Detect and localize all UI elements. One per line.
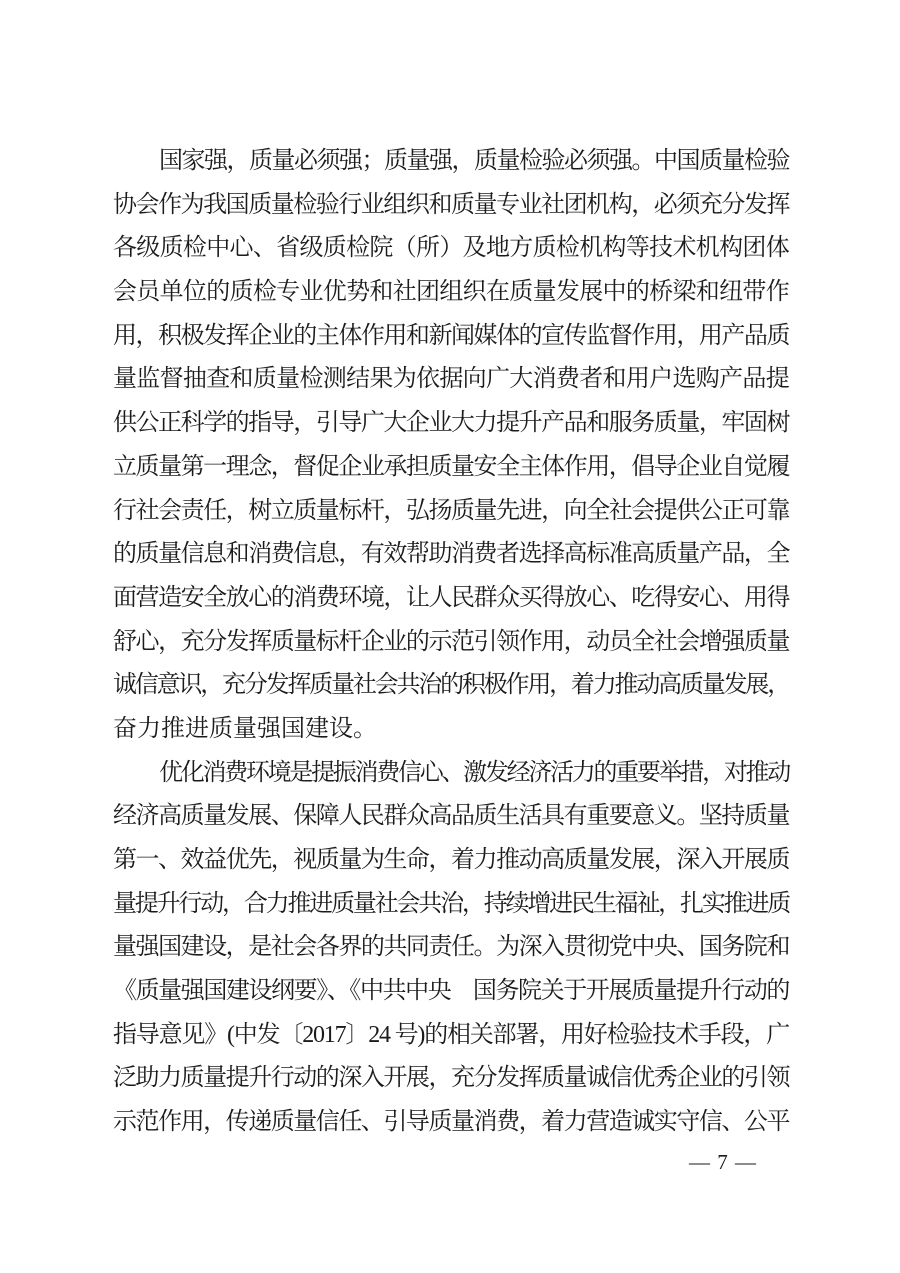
text-line: 会员单位的质检专业优势和社团组织在质量发展中的桥梁和纽带作 <box>113 279 789 306</box>
text-line: 量强国建设，是社会各界的共同责任。为深入贯彻党中央、国务院和 <box>113 934 789 961</box>
text-line: 《质量强国建设纲要》、《中共中央 国务院关于开展质量提升行动的 <box>113 978 789 1005</box>
text-line: 经济高质量发展、保障人民群众高品质生活具有重要意义。坚持质量 <box>113 803 789 830</box>
text-line: 第一、效益优先，视质量为生命，着力推动高质量发展，深入开展质 <box>113 847 789 873</box>
text-line: 泛助力质量提升行动的深入开展，充分发挥质量诚信优秀企业的引领 <box>113 1065 789 1092</box>
text-line: 供公正科学的指导，引导广大企业大力提升产品和服务质量，牢固树 <box>113 410 789 437</box>
text-line: 指导意见》(中发〔2017〕24 号)的相关部署，用好检验技术手段，广 <box>113 1021 789 1048</box>
text-line: 奋力推进质量强国建设。 <box>113 715 377 742</box>
text-line: 示范作用，传递质量信任、引导质量消费，着力营造诚实守信、公平 <box>113 1109 789 1136</box>
text-line: 优化消费环境是提振消费信心、激发经济活力的重要举措，对推动 <box>159 759 789 786</box>
page-number: — 7 — <box>689 1150 757 1174</box>
text-line: 国家强，质量必须强；质量强，质量检验必须强。中国质量检验 <box>159 148 789 174</box>
text-line: 诚信意识，充分发挥质量社会共治的积极作用，着力推动高质量发展， <box>113 672 789 699</box>
text-line: 立质量第一理念，督促企业承担质量安全主体作用，倡导企业自觉履 <box>113 453 789 480</box>
text-line: 各级质检中心、省级质检院（所）及地方质检机构等技术机构团体 <box>113 235 789 262</box>
text-line: 协会作为我国质量检验行业组织和质量专业社团机构，必须充分发挥 <box>113 191 789 218</box>
text-line: 面营造安全放心的消费环境，让人民群众买得放心、吃得安心、用得 <box>113 584 789 611</box>
body-text <box>113 140 789 1145</box>
text-line: 的质量信息和消费信息，有效帮助消费者选择高标准高质量产品，全 <box>113 541 789 568</box>
text-line: 用，积极发挥企业的主体作用和新闻媒体的宣传监督作用，用产品质 <box>113 322 789 349</box>
text-line: 量提升行动，合力推进质量社会共治，持续增进民生福祉，扎实推进质 <box>113 890 789 917</box>
text-line: 行社会责任，树立质量标杆，弘扬质量先进，向全社会提供公正可靠 <box>113 497 789 524</box>
text-line: 舒心，充分发挥质量标杆企业的示范引领作用，动员全社会增强质量 <box>113 628 789 655</box>
text-line: 量监督抽查和质量检测结果为依据向广大消费者和用户选购产品提 <box>113 366 789 393</box>
